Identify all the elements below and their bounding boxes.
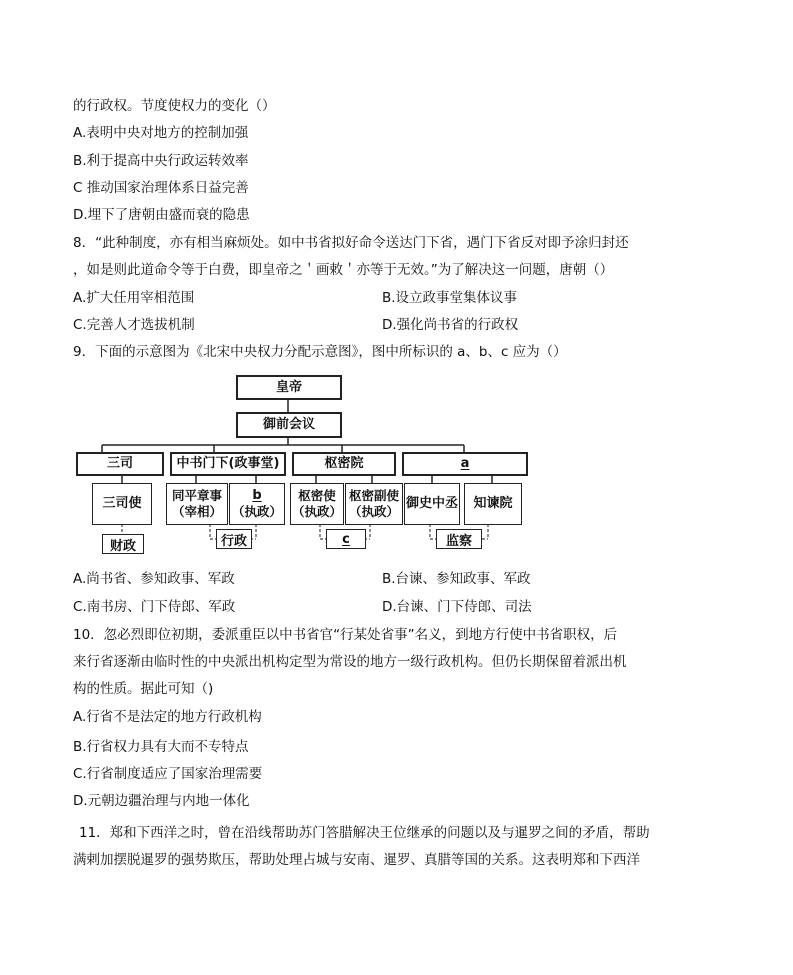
sansi-shi-box: 三司使 [92, 483, 152, 525]
shumi-shi-box: 枢密使 （执政） [290, 483, 344, 525]
q7-option-c: C 推动国家治理体系日益完善 [73, 180, 249, 196]
q10-option-b: B.行省权力具有大而不专特点 [73, 739, 249, 755]
emperor-box: 皇帝 [236, 375, 342, 400]
q8-stem-line1: 8．“此种制度，亦有相当麻烦处。如中书省拟好命令送达门下省，遇门下省反对即予涂归封还 [73, 235, 629, 251]
blank-b-box [229, 483, 285, 525]
q9-option-a: A.尚书省、参知政事、军政 [73, 571, 235, 587]
q9-option-b: B.台谏、参知政事、军政 [382, 571, 531, 587]
q9-stem: 9．下面的示意图为《北宋中央权力分配示意图》，图中所标识的 a、b、c 应为（） [73, 344, 567, 360]
q10-option-c: C.行省制度适应了国家治理需要 [73, 766, 263, 782]
tongping-zhangshi-box: 同平章事 （宰相） [166, 483, 228, 525]
zhijianyuan-box: 知谏院 [464, 483, 522, 525]
q7-option-d: D.埋下了唐朝由盛而衰的隐患 [73, 207, 250, 223]
q10-option-a: A.行省不是法定的地方行政机构 [73, 709, 262, 725]
q8-stem-line2: ，如是则此道命令等于白费，即皇帝之＇画敕＇亦等于无效。”为了解决这一问题，唐朝（） [73, 262, 614, 278]
q10-stem-line1: 10．忽必烈即位初期，委派重臣以中书省官“行某处省事”名义，到地方行使中书省职权，后 [73, 627, 618, 643]
q8-option-d: D.强化尚书省的行政权 [382, 317, 519, 333]
function-caizheng: 财政 [102, 534, 144, 554]
q7-option-b: B.利于提高中央行政运转效率 [73, 153, 249, 169]
q11-stem-line1: 11．郑和下西洋之时，曾在沿线帮助苏门答腊解决王位继承的问题以及与暹罗之间的矛盾，帮助 [79, 825, 650, 841]
yushi-zhongcheng-box: 御史中丞 [404, 483, 460, 525]
function-xingzheng: 行政 [216, 529, 252, 549]
blank-c-label: c [342, 531, 350, 547]
council-box: 御前会议 [236, 412, 342, 438]
q7-stem: 的行政权。节度使权力的变化（） [73, 98, 276, 114]
q9-option-d: D.台谏、门下侍郎、司法 [382, 599, 532, 615]
q10-option-d: D.元朝边疆治理与内地一体化 [73, 793, 250, 809]
q10-stem-line2: 来行省逐渐由临时性的中央派出机构定型为常设的地方一级行政机构。但仍长期保留着派出机 [73, 654, 627, 670]
power-distribution-diagram [74, 372, 534, 562]
shumi-fushi-box: 枢密副使 （执政） [345, 483, 403, 525]
q8-option-b: B.设立政事堂集体议事 [382, 290, 518, 306]
blank-a-label: a [460, 456, 470, 471]
shumiyuan-box: 枢密院 [292, 452, 396, 476]
q7-option-a: A.表明中央对地方的控制加强 [73, 125, 249, 141]
sansi-box: 三司 [76, 452, 164, 476]
q9-option-c: C.南书房、门下侍郎、军政 [73, 599, 236, 615]
function-blank-c [326, 529, 366, 549]
blank-b-label: b [252, 488, 262, 503]
function-jiancha: 监察 [436, 529, 482, 549]
blank-b-role: （执政） [231, 504, 282, 519]
zhongshu-menxia-box: 中书门下(政事堂) [170, 452, 286, 476]
q11-stem-line2: 满剌加摆脱暹罗的强势欺压，帮助处理占城与安南、暹罗、真腊等国的关系。这表明郑和下西洋 [73, 852, 640, 868]
q8-option-c: C.完善人才选拔机制 [73, 317, 195, 333]
blank-a-box [402, 452, 528, 476]
q8-option-a: A.扩大任用宰相范围 [73, 290, 195, 306]
q10-stem-line3: 构的性质。据此可知（) [73, 681, 214, 697]
